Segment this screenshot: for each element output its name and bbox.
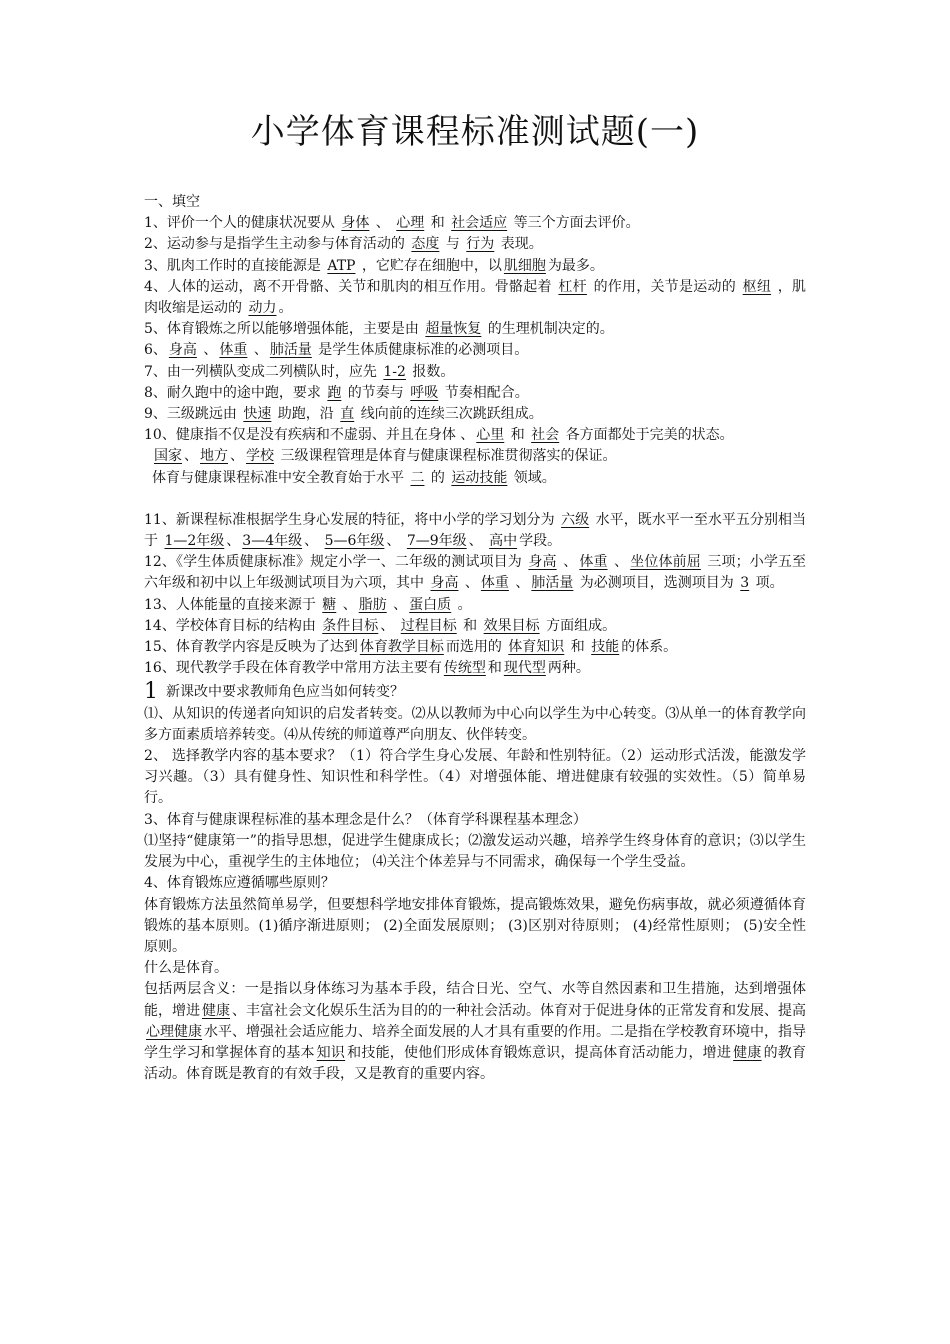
- question-text: 方面组成。: [541, 617, 617, 634]
- question-text: 的: [426, 469, 450, 486]
- question-text: 、: [230, 448, 244, 465]
- question-text: 10、健康指不仅是没有疾病和不虚弱、并且在身体 、: [144, 427, 475, 444]
- qa-answer-1: ⑴、从知识的传递者向知识的启发者转变。⑵从以教师为中心向以学生为中心转变。⑶从单一的体育教学向多方面素质培养转变。⑷从传统的师道尊严向朋友、伙伴转变。: [144, 705, 806, 743]
- qa-question-1-text: 新课改中要求教师角色应当如何转变？: [166, 684, 404, 701]
- fill-question-9: [144, 404, 806, 425]
- question-text: 两种。: [547, 660, 590, 677]
- fill-question-5: [144, 319, 806, 340]
- answer-blank: 肺活量: [531, 575, 574, 592]
- answer-blank: 体重: [480, 575, 509, 592]
- question-text: 。: [453, 596, 472, 613]
- answer-blank: 现代型: [503, 660, 546, 677]
- fill-question-7: [144, 362, 806, 383]
- question-text: 和: [487, 660, 502, 677]
- question-text: 8、耐久跑中的途中跑，要求: [144, 384, 326, 401]
- qa-answer-3: ⑴坚持“健康第一”的指导思想，促进学生健康成长；⑵激发运动兴趣，培养学生终身体育的意识；⑶以学生发展为中心，重视学生的主体地位； ⑷关注个体差异与不同需求，确保每一个学生受益。: [144, 832, 806, 871]
- qa-question-2: 2、 选择教学内容的基本要求？（1）符合学生身心发展、年龄和性别特征。（2）运动形式活泼，能激发学习兴趣。（3）具有健身性、知识性和科学性。（4）对增强体能、增进健康有较强的实效性。（5）简单易行。: [144, 748, 806, 807]
- question-text: 、: [184, 448, 198, 465]
- answer-blank: 1-2: [383, 363, 406, 380]
- answer-blank: 高中: [489, 533, 518, 550]
- answer-blank: 身体: [341, 215, 370, 232]
- fill-question-10: [144, 425, 806, 446]
- question-text: 、: [558, 554, 578, 571]
- answer-blank: 身高: [430, 575, 459, 592]
- fill-question-10c: [144, 468, 806, 489]
- answer-blank: 技能: [591, 639, 620, 656]
- answer-blank: 体育教学目标: [359, 639, 444, 656]
- answer-blank: 地方: [200, 448, 228, 465]
- qa-answer-4: 体育锻炼方法虽然简单易学，但要想科学地安排体育锻炼，提高锻炼效果，避免伤病事故，就必须遵循体育锻炼的基本原则。(1)循序渐进原则； (2)全面发展原则； (3)区别对待原则； (4)经常性原则； (5)安全性原则。: [144, 896, 806, 955]
- question-text: 。: [278, 300, 293, 317]
- fill-question-3: [144, 256, 806, 277]
- question-text: 是学生体质健康标准的必测项目。: [313, 342, 529, 359]
- question-text: 7、由一列横队变成二列横队时，应先: [144, 363, 382, 380]
- answer-blank: 肺活量: [269, 342, 312, 359]
- answer-blank: 国家: [154, 448, 182, 465]
- fill-question-6: [144, 340, 806, 361]
- question-text: 和: [506, 427, 530, 444]
- question-text: 等三个方面去评价。: [509, 215, 640, 232]
- section-heading-fill: 一、填空: [144, 194, 200, 210]
- question-text: 、: [249, 342, 268, 359]
- question-text: 线向前的连续三次跳跃组成。: [356, 406, 543, 423]
- fill-question-11: [144, 510, 806, 552]
- question-text: 、: [304, 533, 323, 550]
- answer-blank: 动力: [248, 300, 277, 317]
- question-text: 与: [441, 236, 465, 253]
- question-text: 节奏相配合。: [440, 384, 529, 401]
- answer-blank: 心理: [396, 215, 425, 232]
- question-text: 各方面都处于完美的状态。: [561, 427, 734, 444]
- qa-question-1-number: 1: [144, 679, 158, 705]
- qa-question-3: 3、体育与健康课程标准的基本理念是什么？（体育学科课程基本理念）: [144, 811, 587, 828]
- answer-blank: 坐位体前屈: [630, 554, 701, 571]
- question-text: 体育与健康课程标准中安全教育始于水平: [152, 469, 409, 486]
- answer-blank: 蛋白质: [409, 596, 452, 613]
- answer-blank: 超量恢复: [425, 321, 482, 338]
- question-text: 和: [566, 639, 590, 656]
- question-text: 11、新课程标准根据学生身心发展的特征，将中小学的学习划分为: [144, 511, 560, 528]
- fill-question-14: [144, 616, 806, 637]
- answer-blank: 传统型: [443, 660, 486, 677]
- qa-answer-5: [144, 979, 806, 1085]
- question-text: 学段。: [519, 533, 562, 550]
- answer-blank: 3: [740, 575, 750, 592]
- answer-blank: 社会: [531, 427, 560, 444]
- question-text: 和: [458, 617, 482, 634]
- answer-blank: 身高: [168, 342, 197, 359]
- question-text: 14、学校体育目标的结构由: [144, 617, 321, 634]
- question-text: 4、人体的运动，离不开骨骼、关节和肌肉的相互作用。骨骼起着: [144, 278, 557, 295]
- question-text: 和: [426, 215, 450, 232]
- question-text: 三项；小学五至六年级和初中以上年级测试项目为六项，其中: [144, 554, 807, 592]
- document-body: [144, 192, 806, 1085]
- answer-blank: 二: [410, 469, 425, 486]
- answer-blank: 身高: [528, 554, 557, 571]
- answer-blank: 7—9年级: [406, 533, 467, 550]
- fill-question-8: [144, 383, 806, 404]
- answer-blank: 体重: [579, 554, 608, 571]
- question-text: 、: [510, 575, 530, 592]
- answer-blank: 糖: [322, 596, 337, 613]
- answer-blank: 六级: [561, 511, 590, 528]
- fill-question-15: [144, 637, 806, 658]
- question-text: 的体系。: [621, 639, 678, 656]
- answer-blank: 过程目标: [400, 617, 457, 634]
- question-text: 、: [388, 596, 408, 613]
- question-text: ，肌肉收缩是运动的: [144, 278, 807, 317]
- question-text: 包括两层含义：一是指以身体练习为基本手段，结合日光、空气、水等自然因素和卫生措施，达到增强体能，增进: [144, 981, 806, 1019]
- question-text: 13、人体能量的直接来源于: [144, 596, 321, 613]
- question-text: 领域。: [509, 469, 556, 486]
- page-title: 小学体育课程标准测试题(一): [250, 112, 700, 152]
- fill-question-1: [144, 213, 806, 234]
- question-text: 、: [386, 533, 405, 550]
- question-text: 12、《学生体质健康标准》规定小学一、二年级的测试项目为: [144, 554, 527, 571]
- answer-blank: 3—4年级: [242, 533, 303, 550]
- question-text: 水平、增强社会适应能力、培养全面发展的人才具有重要的作用。二是指在学校教育环境中，指导学生学习和掌握体育的基本: [144, 1023, 806, 1061]
- answer-blank: 心理健康: [146, 1023, 202, 1040]
- answer-blank: 跑: [327, 384, 342, 401]
- question-text: 6、: [144, 342, 167, 359]
- fill-question-4: [144, 277, 806, 319]
- answer-blank: 运动技能: [451, 469, 508, 486]
- question-text: 、: [338, 596, 357, 613]
- answer-blank: 呼吸: [410, 384, 439, 401]
- question-text: 16、现代教学手段在体育教学中常用方法主要有: [144, 660, 442, 677]
- question-text: 报数。: [407, 363, 455, 380]
- question-text: 3、肌肉工作时的直接能源是: [144, 257, 326, 274]
- answer-blank: 效果目标: [483, 617, 540, 634]
- question-text: 、: [226, 533, 241, 550]
- fill-question-16: [144, 658, 806, 679]
- question-text: 表现。: [496, 236, 543, 253]
- answer-blank: 健康: [202, 1002, 230, 1019]
- question-text: 15、体育教学内容是反映为了达到: [144, 639, 358, 656]
- answer-blank: 态度: [411, 236, 440, 253]
- question-text: 助跑，沿: [273, 406, 339, 423]
- fill-question-13: [144, 595, 806, 616]
- answer-blank: 学校: [246, 448, 274, 465]
- question-text: 1、评价一个人的健康状况要从: [144, 215, 340, 232]
- question-text: 、: [371, 215, 395, 232]
- question-text: 和技能，使他们形成体育锻炼意识，提高体育活动能力，增进: [347, 1044, 732, 1061]
- spacer: [144, 489, 806, 510]
- answer-blank: 体重: [219, 342, 248, 359]
- question-text: 9、三级跳远由: [144, 406, 242, 423]
- fill-question-12: [144, 552, 806, 594]
- answer-blank: 健康: [733, 1044, 762, 1061]
- question-text: 、: [198, 342, 218, 359]
- qa-question-5: 什么是体育。: [144, 960, 228, 977]
- answer-blank: 枢纽: [742, 278, 772, 295]
- question-text: 、: [460, 575, 479, 592]
- question-text: 三级课程管理是体育与健康课程标准贯彻落实的保证。: [276, 448, 617, 465]
- answer-blank: 条件目标: [322, 617, 379, 634]
- answer-blank: 社会适应: [451, 215, 508, 232]
- answer-blank: 快速: [243, 406, 272, 423]
- fill-question-2: [144, 234, 806, 255]
- answer-blank: 体育知识: [508, 639, 565, 656]
- answer-blank: 脂肪: [358, 596, 387, 613]
- qa-question-4: 4、体育锻炼应遵循哪些原则？: [144, 875, 335, 892]
- question-text: 的生理机制决定的。: [483, 321, 614, 338]
- answer-blank: 杠杆: [558, 278, 587, 295]
- question-text: ，它贮存在细胞中，以: [357, 257, 502, 274]
- question-text: 、: [468, 533, 488, 550]
- answer-blank: 心里: [476, 427, 505, 444]
- answer-blank: 知识: [316, 1044, 346, 1061]
- question-text: 的节奏与: [343, 384, 409, 401]
- question-text: 、: [609, 554, 629, 571]
- question-text: 项。: [751, 575, 784, 592]
- question-text: 为必测项目，选测项目为: [575, 575, 739, 592]
- answer-blank: 肌细胞: [503, 257, 546, 274]
- answer-blank: ATP: [327, 257, 356, 274]
- answer-blank: 行为: [466, 236, 495, 253]
- question-text: 、: [380, 617, 399, 634]
- question-text: 5、体育锻炼之所以能够增强体能，主要是由: [144, 321, 424, 338]
- answer-blank: 5—6年级: [324, 533, 385, 550]
- question-text: 的教育活动。体育既是教育的有效手段，又是教育的重要内容。: [144, 1044, 807, 1083]
- question-text: 的作用，关节是运动的: [588, 278, 741, 295]
- question-text: 为最多。: [547, 257, 604, 274]
- fill-question-10b: [144, 446, 806, 467]
- question-text: 2、运动参与是指学生主动参与体育活动的: [144, 236, 410, 253]
- answer-blank: 1—2年级: [164, 533, 225, 550]
- question-text: 、丰富社会文化娱乐生活为目的的一种社会活动。体育对于促进身体的正常发育和发展、提高: [232, 1002, 806, 1019]
- answer-blank: 直: [340, 406, 355, 423]
- question-text: 水平，既水平一至水平五分别相当于: [144, 511, 807, 550]
- question-text: 而选用的: [445, 639, 507, 656]
- qa-question-1: [144, 681, 806, 703]
